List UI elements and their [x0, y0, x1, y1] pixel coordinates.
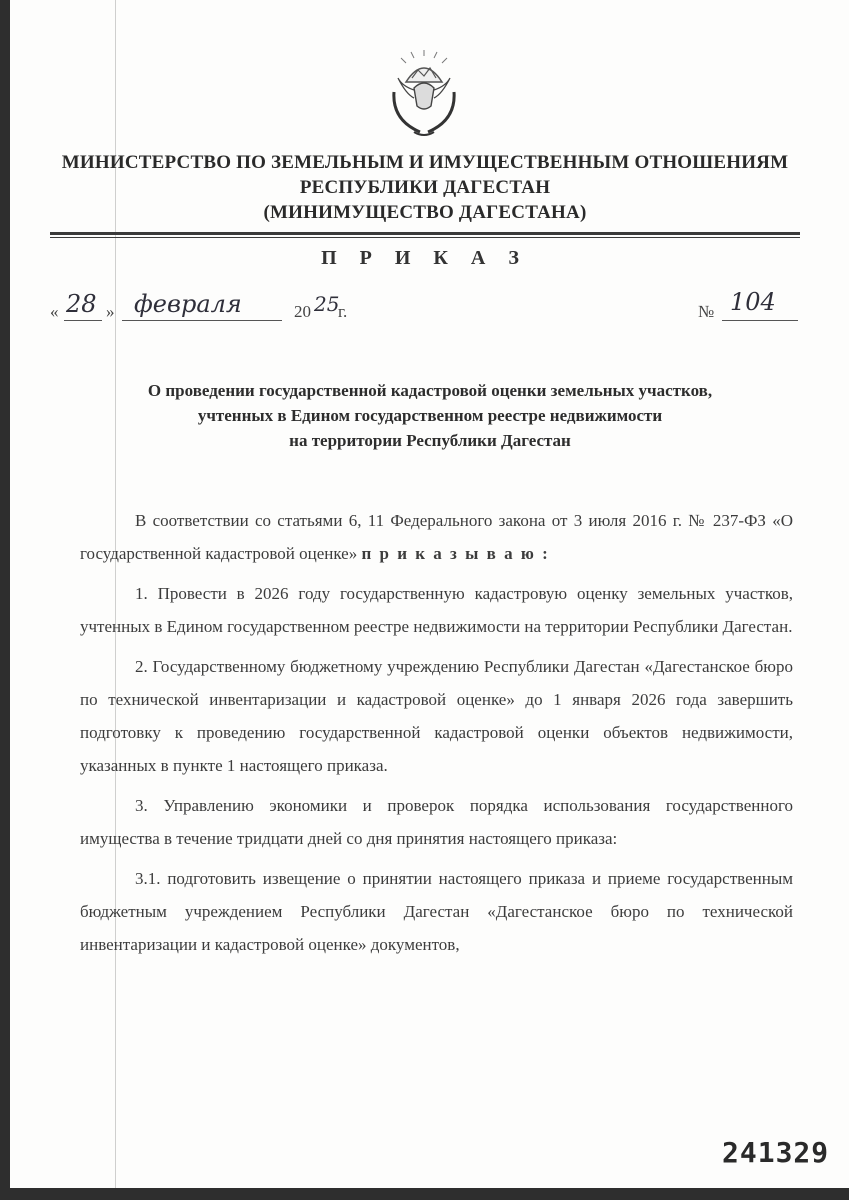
date-day-handwritten: 28 — [66, 290, 97, 318]
number-label: № — [698, 302, 715, 321]
paragraph-2: 2. Государственному бюджетному учреждению Республики Дагестан «Дагестанское бюро по технической инвентаризации и кадастровой оценке» до 1 января 2026 года завершить подготовку к проведению государственной кадастровой оценки объектов недвижимости, указанных в пункте 1 настоящего приказа. — [80, 657, 793, 775]
year-unit: г. — [338, 302, 348, 321]
paragraph-1: 1. Провести в 2026 году государственную кадастровую оценку земельных участков, учтенных в Едином государственном реестре недвижимости на территории Республики Дагестан. — [80, 584, 793, 636]
order-title-line-1: О проведении государственной кадастровой оценки земельных участков, — [147, 381, 713, 400]
preamble-paragraph — [80, 504, 793, 570]
year-prefix: 20 — [294, 302, 311, 321]
date-month-handwritten: февраля — [134, 290, 242, 318]
number-underline — [722, 320, 798, 321]
date-close-quote: » — [106, 302, 115, 321]
paragraph-3: 3. Управлению экономики и проверок порядка использования государственного имущества в течение тридцати дней со дня принятия настоящего приказа: — [80, 796, 793, 848]
registration-stamp-number: 241329 — [722, 1136, 830, 1169]
scan-border-bottom — [0, 1188, 849, 1200]
date-number-row — [50, 290, 800, 330]
order-directive: п р и к а з ы в а ю : — [361, 544, 550, 563]
ministry-name-line-2: РЕСПУБЛИКИ ДАГЕСТАН — [299, 177, 551, 198]
paragraph-3-1: 3.1. подготовить извещение о принятии настоящего приказа и приеме государственным бюджетным учреждением Республики Дагестан «Дагестанское бюро по технической инвентаризации и кадастровой оценке» документов, — [80, 869, 793, 954]
ministry-name-line-1: МИНИСТЕРСТВО ПО ЗЕМЕЛЬНЫМ И ИМУЩЕСТВЕННЫМ ОТНОШЕНИЯМ — [61, 152, 789, 173]
scan-border-left — [0, 0, 10, 1200]
header-rule-thick — [50, 232, 800, 235]
ministry-name-line-3: (МИНИМУЩЕСТВО ДАГЕСТАНА) — [263, 202, 587, 223]
year-suffix-handwritten: 25 — [314, 292, 340, 316]
order-title-line-2: учтенных в Едином государственном реестре недвижимости — [197, 406, 663, 425]
ministry-header — [20, 150, 830, 225]
day-underline — [64, 320, 102, 321]
document-type-heading: П Р И К А З — [321, 247, 528, 269]
coat-of-arms-emblem — [384, 48, 464, 140]
order-body — [80, 504, 793, 968]
order-number-handwritten: 104 — [730, 288, 776, 316]
date-open-quote: « — [50, 302, 59, 321]
order-title-line-3: на территории Республики Дагестан — [289, 431, 571, 450]
preamble-text: В соответствии со статьями 6, 11 Федерального закона от 3 июля 2016 г. № 237-ФЗ «О государственной кадастровой оценке» — [80, 511, 793, 563]
month-underline — [122, 320, 282, 321]
header-rule-thin — [50, 237, 800, 238]
order-title — [60, 378, 800, 453]
